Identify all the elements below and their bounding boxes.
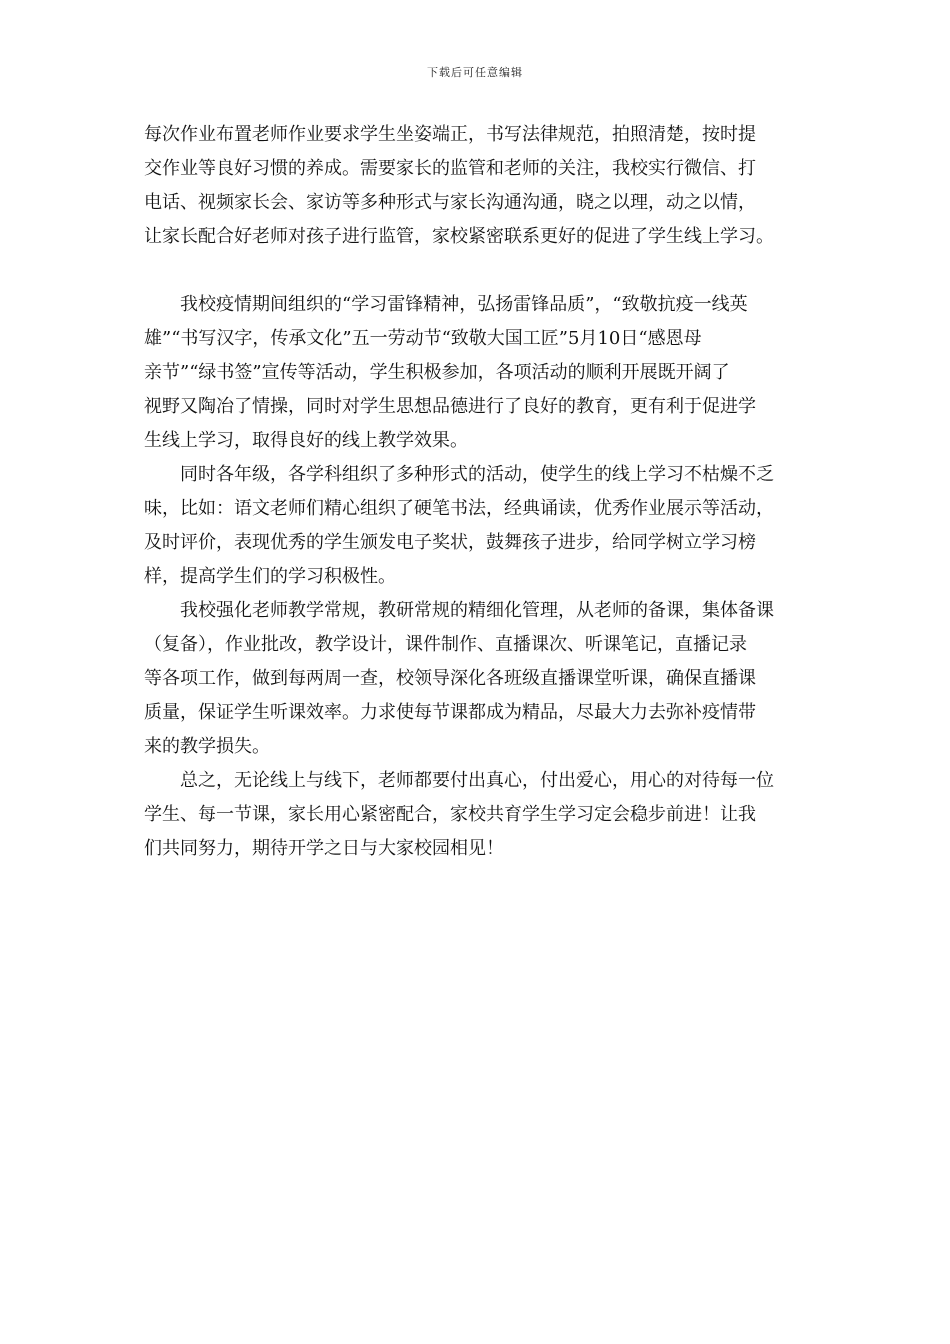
text-line: 们共同努力，期待开学之日与大家校园相见！ [144, 838, 504, 859]
text-line: 同时各年级，各学科组织了多种形式的活动，使学生的线上学习不枯燥不乏 [144, 464, 774, 485]
text-line: 每次作业布置老师作业要求学生坐姿端正，书写法律规范，拍照清楚，按时提 [144, 124, 756, 145]
text-line: 交作业等良好习惯的养成。需要家长的监管和老师的关注，我校实行微信、打 [144, 158, 756, 179]
text-line: （复备），作业批改，教学设计，课件制作、直播课次、听课笔记，直播记录 [144, 634, 747, 655]
text-line: 让家长配合好老师对孩子进行监管，家校紧密联系更好的促进了学生线上学习。 [144, 226, 774, 247]
text-line: 电话、视频家长会、家访等多种形式与家长沟通沟通，晓之以理，动之以情， [144, 192, 756, 213]
text-line: 我校疫情期间组织的“学习雷锋精神，弘扬雷锋品质”，“致敬抗疫一线英 [144, 294, 748, 315]
paragraph-spacer [144, 254, 824, 288]
text-line: 我校强化老师教学常规，教研常规的精细化管理，从老师的备课，集体备课 [144, 600, 774, 621]
text-line: 视野又陶冶了情操，同时对学生思想品德进行了良好的教育，更有利于促进学 [144, 396, 756, 417]
paragraph-homework-habits [144, 118, 824, 254]
paragraph-teaching-management [144, 594, 824, 764]
text-line: 学生、每一节课，家长用心紧密配合，家校共育学生学习定会稳步前进！让我 [144, 804, 756, 825]
document-body [144, 118, 824, 866]
text-line: 生线上学习，取得良好的线上教学效果。 [144, 430, 468, 451]
text-line: 质量，保证学生听课效率。力求使每节课都成为精品，尽最大力去弥补疫情带 [144, 702, 756, 723]
text-line: 来的教学损失。 [144, 736, 270, 757]
text-line: 味，比如：语文老师们精心组织了硬笔书法，经典诵读，优秀作业展示等活动， [144, 498, 774, 519]
text-line: 样，提高学生们的学习积极性。 [144, 566, 396, 587]
paragraph-school-activities [144, 288, 824, 458]
text-line: 等各项工作，做到每两周一查，校领导深化各班级直播课堂听课，确保直播课 [144, 668, 756, 689]
text-line: 亲节”“绿书签”宣传等活动，学生积极参加，各项活动的顺利开展既开阔了 [144, 362, 730, 383]
paragraph-grade-activities [144, 458, 824, 594]
paragraph-conclusion [144, 764, 824, 866]
text-line: 及时评价，表现优秀的学生颁发电子奖状，鼓舞孩子进步，给同学树立学习榜 [144, 532, 756, 553]
text-line: 雄”“书写汉字，传承文化”五一劳动节“致敬大国工匠”5月10日“感恩母 [144, 328, 702, 349]
page-header: 下载后可任意编辑 [427, 66, 523, 79]
text-line: 总之，无论线上与线下，老师都要付出真心，付出爱心，用心的对待每一位 [144, 770, 774, 791]
